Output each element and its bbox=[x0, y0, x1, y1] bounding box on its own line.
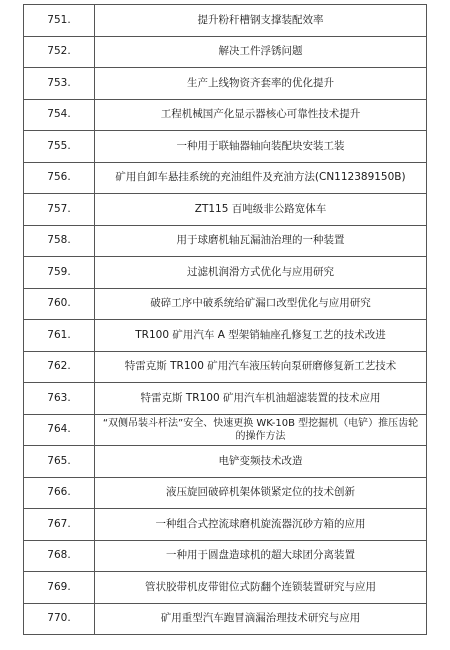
row-title: 矿用重型汽车跑冒滴漏治理技术研究与应用 bbox=[95, 603, 427, 635]
row-number: 759. bbox=[24, 257, 95, 289]
row-title: 一种用于联轴器轴向装配块安装工装 bbox=[95, 131, 427, 163]
row-title: 一种用于圆盘造球机的超大球团分离装置 bbox=[95, 540, 427, 572]
table-row bbox=[24, 194, 427, 226]
row-number: 765. bbox=[24, 446, 95, 478]
table-row bbox=[24, 572, 427, 604]
table-row bbox=[24, 257, 427, 289]
project-list-table bbox=[23, 4, 427, 635]
table-row bbox=[24, 414, 427, 446]
row-number: 757. bbox=[24, 194, 95, 226]
row-title: 工程机械国产化显示器核心可靠性技术提升 bbox=[95, 99, 427, 131]
row-title: 电铲变频技术改造 bbox=[95, 446, 427, 478]
row-number: 752. bbox=[24, 36, 95, 68]
table-row bbox=[24, 68, 427, 100]
row-number: 760. bbox=[24, 288, 95, 320]
row-number: 753. bbox=[24, 68, 95, 100]
document-table-container bbox=[23, 4, 427, 635]
table-row bbox=[24, 446, 427, 478]
row-title: 特雷克斯 TR100 矿用汽车机油超滤装置的技术应用 bbox=[95, 383, 427, 415]
row-title: 矿用自卸车悬挂系统的充油组件及充油方法(CN112389150B) bbox=[95, 162, 427, 194]
row-title: 解决工件浮锈问题 bbox=[95, 36, 427, 68]
row-title: 特雷克斯 TR100 矿用汽车液压转向泵研磨修复新工艺技术 bbox=[95, 351, 427, 383]
table-row bbox=[24, 383, 427, 415]
row-number: 770. bbox=[24, 603, 95, 635]
row-number: 755. bbox=[24, 131, 95, 163]
row-title: 提升粉秆槽钢支撑装配效率 bbox=[95, 5, 427, 37]
row-number: 754. bbox=[24, 99, 95, 131]
table-row bbox=[24, 99, 427, 131]
table-row bbox=[24, 288, 427, 320]
row-title: 破碎工序中破系统给矿漏口改型优化与应用研究 bbox=[95, 288, 427, 320]
row-number: 762. bbox=[24, 351, 95, 383]
row-title: 生产上线物资齐套率的优化提升 bbox=[95, 68, 427, 100]
row-title: 一种组合式控流球磨机旋流器沉砂方箱的应用 bbox=[95, 509, 427, 541]
row-title: 过滤机润滑方式优化与应用研究 bbox=[95, 257, 427, 289]
row-number: 769. bbox=[24, 572, 95, 604]
row-number: 758. bbox=[24, 225, 95, 257]
row-number: 768. bbox=[24, 540, 95, 572]
table-row bbox=[24, 603, 427, 635]
row-number: 764. bbox=[24, 414, 95, 446]
row-number: 766. bbox=[24, 477, 95, 509]
row-number: 763. bbox=[24, 383, 95, 415]
table-row bbox=[24, 351, 427, 383]
row-title: 管状胶带机皮带钳位式防翻个连锁装置研究与应用 bbox=[95, 572, 427, 604]
table-row bbox=[24, 5, 427, 37]
table-row bbox=[24, 36, 427, 68]
row-title: TR100 矿用汽车 A 型架销轴座孔修复工艺的技术改进 bbox=[95, 320, 427, 352]
table-row bbox=[24, 320, 427, 352]
table-body bbox=[24, 5, 427, 635]
row-number: 756. bbox=[24, 162, 95, 194]
row-title: 液压旋回破碎机架体锁紧定位的技术创新 bbox=[95, 477, 427, 509]
table-row bbox=[24, 162, 427, 194]
table-row bbox=[24, 225, 427, 257]
row-title: “双侧吊装斗杆法”安全、快速更换 WK-10B 型挖掘机（电铲）推压齿轮的操作方法 bbox=[95, 414, 427, 446]
row-number: 751. bbox=[24, 5, 95, 37]
row-number: 761. bbox=[24, 320, 95, 352]
table-row bbox=[24, 509, 427, 541]
table-row bbox=[24, 477, 427, 509]
row-number: 767. bbox=[24, 509, 95, 541]
row-title: ZT115 百吨级非公路宽体车 bbox=[95, 194, 427, 226]
row-title: 用于球磨机轴瓦漏油治理的一种装置 bbox=[95, 225, 427, 257]
table-row bbox=[24, 540, 427, 572]
table-row bbox=[24, 131, 427, 163]
